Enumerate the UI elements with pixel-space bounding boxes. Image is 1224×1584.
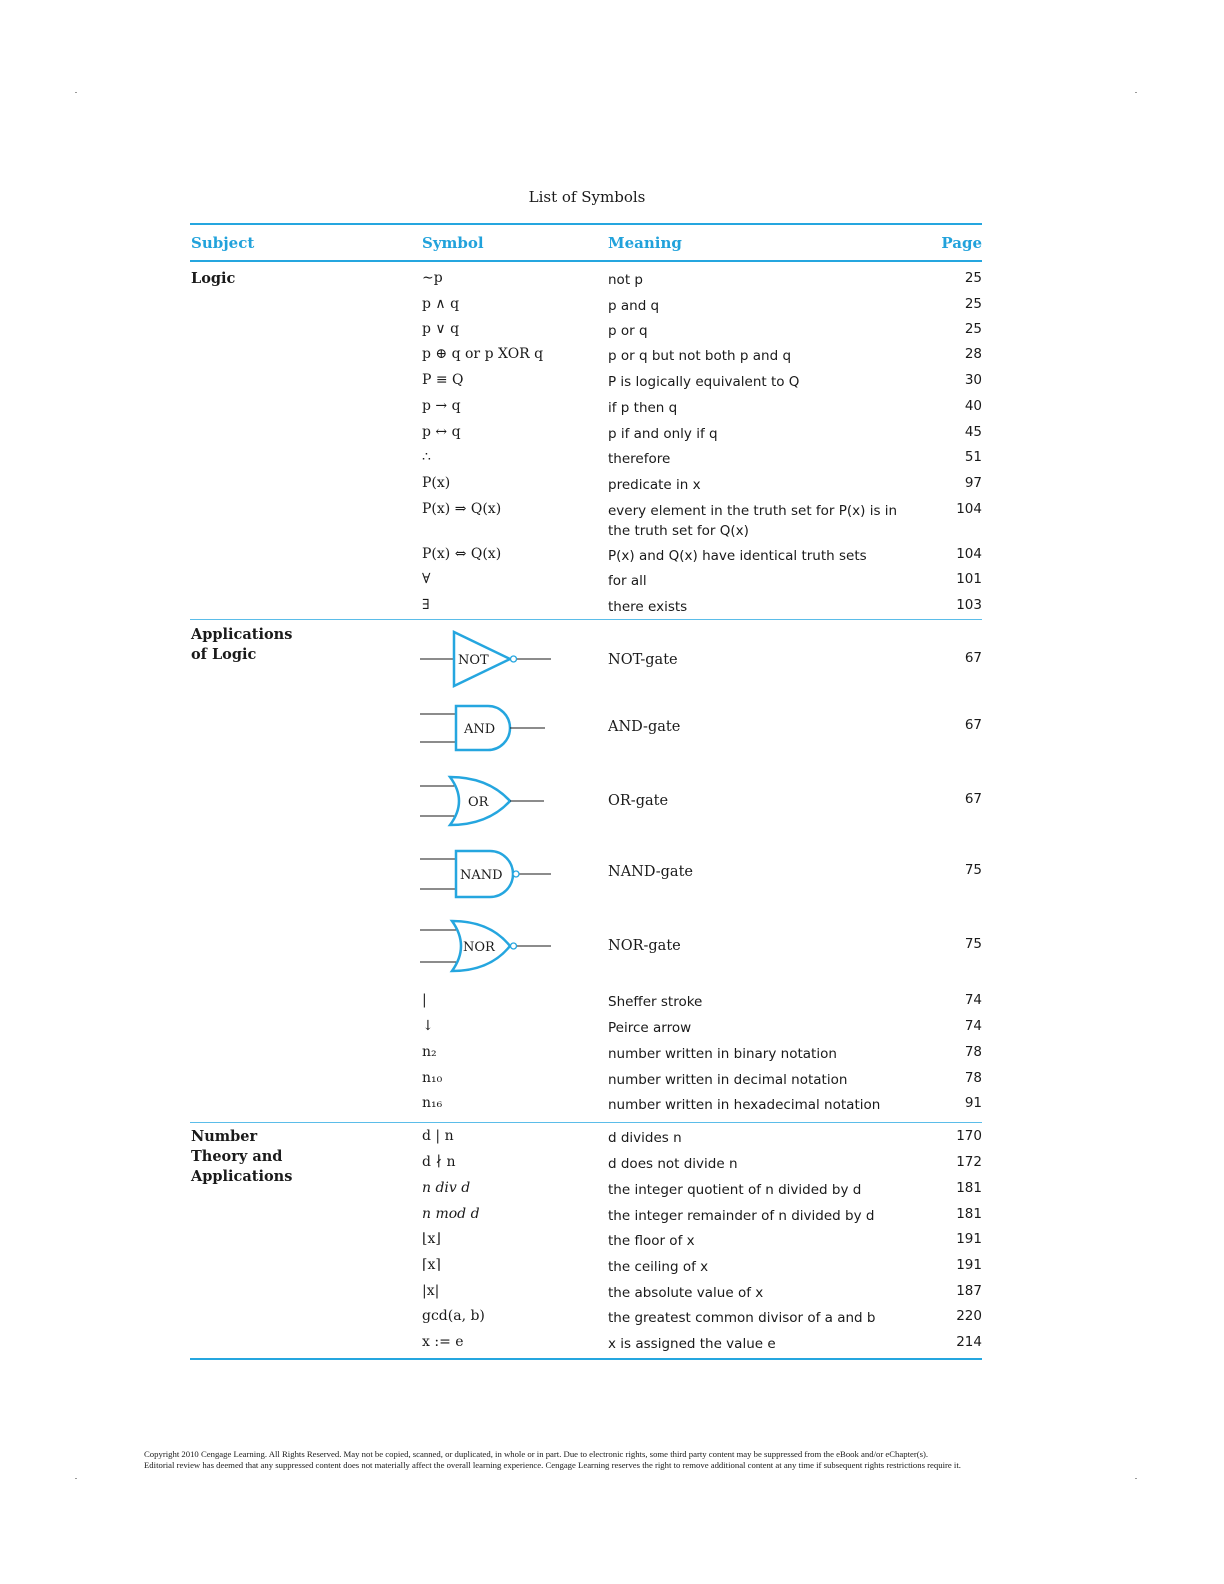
crop-mark — [75, 1478, 77, 1479]
meaning-cell: P is logically equivalent to Q — [608, 374, 800, 390]
meaning-cell: the integer remainder of n divided by d — [608, 1208, 875, 1224]
meaning-cell: NAND-gate — [608, 864, 693, 880]
symbol-cell: x := e — [422, 1334, 464, 1350]
section-divider — [190, 619, 982, 620]
symbol-cell: ∴ — [422, 449, 431, 465]
copyright-footer — [144, 1449, 1144, 1471]
header-rule — [190, 260, 982, 262]
table-row — [0, 1180, 1224, 1204]
meaning-cell: for all — [608, 573, 647, 589]
table-row — [0, 501, 1224, 545]
page-cell: 75 — [964, 936, 982, 952]
page-title: List of Symbols — [528, 188, 646, 206]
table-row — [0, 475, 1224, 499]
page-cell: 91 — [964, 1095, 982, 1111]
table-row — [0, 346, 1224, 370]
meaning-cell: p if and only if q — [608, 426, 718, 442]
page-cell: 25 — [964, 270, 982, 286]
table-row — [0, 1257, 1224, 1281]
meaning-cell: d divides n — [608, 1130, 682, 1146]
crop-mark — [1135, 92, 1137, 93]
meaning-cell: not p — [608, 272, 643, 288]
table-row — [0, 571, 1224, 595]
symbol-cell: p ⊕ q or p XOR q — [422, 346, 544, 362]
table-row — [0, 791, 1224, 815]
table-bottom-rule — [190, 1358, 982, 1360]
meaning-cell: the ceiling of x — [608, 1259, 709, 1275]
symbol-cell: d | n — [422, 1128, 454, 1144]
gate-label: NOR — [463, 940, 495, 955]
header-subject: Subject — [191, 234, 255, 252]
meaning-cell: x is assigned the value e — [608, 1336, 776, 1352]
meaning-cell: therefore — [608, 451, 671, 467]
table-row — [0, 1154, 1224, 1178]
symbol-cell: ↓ — [422, 1018, 434, 1034]
meaning-cell: if p then q — [608, 400, 678, 416]
table-row — [0, 1334, 1224, 1358]
table-row — [0, 296, 1224, 320]
symbol-cell: | — [422, 992, 427, 1008]
meaning-cell: number written in hexadecimal notation — [608, 1097, 881, 1113]
table-row — [0, 936, 1224, 960]
symbol-cell: ⌈x⌉ — [422, 1257, 441, 1273]
subject-applications-of-logic: Applications of Logic — [191, 626, 293, 663]
page-cell: 67 — [964, 650, 982, 666]
page-cell: 214 — [956, 1334, 982, 1350]
gate-label: AND — [464, 722, 496, 737]
page-cell: 40 — [964, 398, 982, 414]
page-cell: 45 — [964, 424, 982, 440]
page-cell: 78 — [964, 1044, 982, 1060]
meaning-cell: p or q but not both p and q — [608, 348, 792, 364]
meaning-cell: Peirce arrow — [608, 1020, 692, 1036]
table-row — [0, 270, 1224, 294]
symbol-cell: p ↔ q — [422, 424, 461, 440]
table-row — [0, 992, 1224, 1016]
symbol-cell: ∀ — [422, 571, 431, 587]
table-row — [0, 1070, 1224, 1094]
gate-label: NAND — [460, 868, 503, 883]
section-divider — [190, 1122, 982, 1123]
header-symbol: Symbol — [422, 234, 484, 252]
header-meaning: Meaning — [608, 234, 682, 252]
symbol-cell: P ≡ Q — [422, 372, 464, 388]
page-cell: 191 — [956, 1231, 982, 1247]
page-cell: 51 — [964, 449, 982, 465]
meaning-cell: the floor of x — [608, 1233, 695, 1249]
page-cell: 25 — [964, 296, 982, 312]
meaning-cell: d does not divide n — [608, 1156, 738, 1172]
page-cell: 191 — [956, 1257, 982, 1273]
page-cell: 172 — [956, 1154, 982, 1170]
page-cell: 181 — [956, 1206, 982, 1222]
symbol-cell: P(x) — [422, 475, 451, 491]
symbol-cell: gcd(a, b) — [422, 1308, 485, 1324]
page-cell: 30 — [964, 372, 982, 388]
table-row — [0, 1206, 1224, 1230]
symbol-cell: P(x) ⇒ Q(x) — [422, 501, 502, 517]
subject-logic: Logic — [191, 270, 236, 287]
table-row — [0, 1044, 1224, 1068]
page-cell: 78 — [964, 1070, 982, 1086]
meaning-cell: p or q — [608, 323, 648, 339]
page-cell: 97 — [964, 475, 982, 491]
symbol-cell: n₁₀ — [422, 1070, 443, 1086]
page-cell: 101 — [956, 571, 982, 587]
symbol-cell: ⌊x⌋ — [422, 1231, 441, 1247]
page-cell: 74 — [964, 992, 982, 1008]
page-cell: 67 — [964, 791, 982, 807]
subject-number-theory: Number Theory and Applications — [191, 1128, 293, 1185]
symbol-cell: P(x) ⇔ Q(x) — [422, 546, 502, 562]
crop-mark — [1135, 1478, 1137, 1479]
symbol-cell: d ∤ n — [422, 1154, 456, 1170]
page-cell: 104 — [956, 546, 982, 562]
symbol-cell: ∃ — [422, 597, 430, 613]
table-row — [0, 424, 1224, 448]
meaning-cell: AND-gate — [608, 719, 681, 735]
meaning-cell: number written in binary notation — [608, 1046, 837, 1062]
meaning-cell: NOT-gate — [608, 652, 678, 668]
meaning-cell: predicate in x — [608, 477, 701, 493]
page-cell: 220 — [956, 1308, 982, 1324]
meaning-cell: there exists — [608, 599, 688, 615]
meaning-cell: p and q — [608, 298, 660, 314]
table-row — [0, 372, 1224, 396]
table-row — [0, 398, 1224, 422]
symbol-cell: n₁₆ — [422, 1095, 443, 1111]
header-page: Page — [941, 234, 982, 252]
page-cell: 67 — [964, 717, 982, 733]
gate-label: NOT — [458, 653, 489, 668]
page-cell: 104 — [956, 501, 982, 517]
table-row — [0, 1128, 1224, 1152]
meaning-cell: the greatest common divisor of a and b — [608, 1310, 876, 1326]
page-cell: 170 — [956, 1128, 982, 1144]
table-row — [0, 1308, 1224, 1332]
table-row — [0, 717, 1224, 741]
symbol-cell: n₂ — [422, 1044, 437, 1060]
meaning-cell: Sheffer stroke — [608, 994, 703, 1010]
symbol-cell: p ∨ q — [422, 321, 460, 337]
table-top-rule — [190, 223, 982, 225]
page-cell: 75 — [964, 862, 982, 878]
symbol-cell: n mod d — [422, 1206, 480, 1222]
page-cell: 74 — [964, 1018, 982, 1034]
gate-label: OR — [468, 795, 489, 810]
table-row — [0, 1283, 1224, 1307]
meaning-cell: P(x) and Q(x) have identical truth sets — [608, 548, 867, 564]
meaning-cell: NOR-gate — [608, 938, 681, 954]
crop-mark — [75, 92, 77, 93]
table-row — [0, 1095, 1224, 1119]
meaning-cell: every element in the truth set for P(x) is in the truth set for Q(x) — [608, 503, 898, 539]
symbol-cell: ∼p — [422, 270, 443, 286]
page-cell: 181 — [956, 1180, 982, 1196]
page-cell: 25 — [964, 321, 982, 337]
footer-line-2: Editorial review has deemed that any suppressed content does not materially affect the overall learning experience. Cengage Learning reserves the right to remove additional content at any time if subsequent rights restrictions require it. — [144, 1460, 961, 1470]
table-row — [0, 597, 1224, 621]
table-row — [0, 1231, 1224, 1255]
table-row — [0, 546, 1224, 570]
table-row — [0, 1018, 1224, 1042]
symbol-cell: n div d — [422, 1180, 471, 1196]
symbol-cell: p ∧ q — [422, 296, 460, 312]
meaning-cell: the absolute value of x — [608, 1285, 764, 1301]
meaning-cell: OR-gate — [608, 793, 669, 809]
page-cell: 28 — [964, 346, 982, 362]
footer-line-1: Copyright 2010 Cengage Learning. All Rights Reserved. May not be copied, scanned, or duplicated, in whole or in part. Due to electronic rights, some third party content may be suppressed from the eBook and/or eChapter(s). — [144, 1449, 929, 1459]
meaning-cell: the integer quotient of n divided by d — [608, 1182, 862, 1198]
table-row — [0, 321, 1224, 345]
meaning-cell: number written in decimal notation — [608, 1072, 848, 1088]
table-row — [0, 449, 1224, 473]
symbol-cell: |x| — [422, 1283, 440, 1299]
symbol-cell: p → q — [422, 398, 461, 414]
page-cell: 187 — [956, 1283, 982, 1299]
table-row — [0, 862, 1224, 886]
table-row — [0, 650, 1224, 674]
page-cell: 103 — [956, 597, 982, 613]
